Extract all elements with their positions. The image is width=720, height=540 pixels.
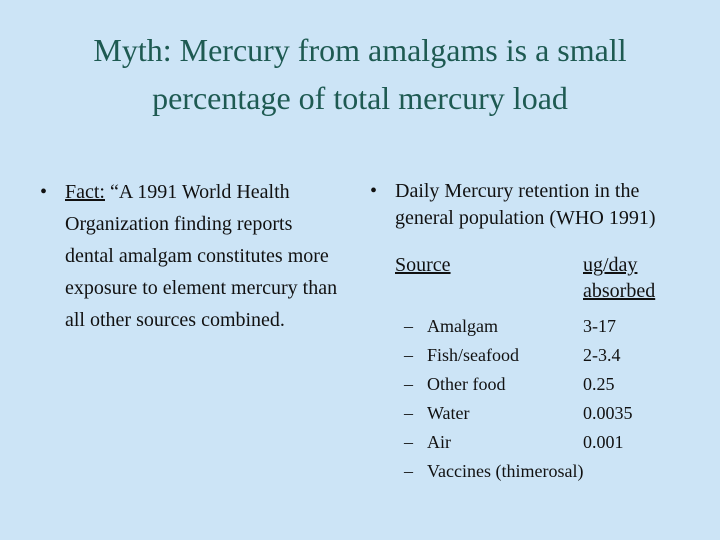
column-header-unit: ug/day absorbed: [583, 254, 656, 302]
table-row: [370, 370, 690, 399]
row-value: 0.25: [583, 374, 615, 394]
row-dash: –: [404, 345, 413, 365]
fact-text: “A 1991 World Health Organization finding reports dental amalgam constitutes more exposure to element mercury than all other sources combined.: [65, 181, 338, 331]
row-dash: –: [404, 432, 413, 452]
retention-table: [370, 312, 690, 486]
row-source: Vaccines (thimerosal): [427, 461, 584, 481]
row-value: 0.0035: [583, 403, 633, 423]
table-row: [370, 399, 690, 428]
table-row: [370, 457, 690, 486]
title-line-2: percentage of total mercury load: [152, 80, 568, 116]
row-dash: –: [404, 316, 413, 336]
row-source: Water: [427, 403, 470, 423]
row-value: 2-3.4: [583, 345, 621, 365]
row-dash: –: [404, 461, 413, 481]
row-dash: –: [404, 403, 413, 423]
row-source: Fish/seafood: [427, 345, 519, 365]
table-row: [370, 341, 690, 370]
row-dash: –: [404, 374, 413, 394]
title-line-1: Myth: Mercury from amalgams is a small: [93, 32, 627, 68]
bullet-marker: •: [370, 180, 378, 202]
row-value: 3-17: [583, 316, 616, 336]
fact-label: Fact:: [65, 181, 105, 203]
retention-bullet: [370, 178, 690, 486]
row-source: Air: [427, 432, 451, 452]
bullet-marker: •: [40, 181, 48, 203]
fact-text-block: [65, 176, 340, 336]
fact-bullet: [40, 176, 340, 336]
table-row: [370, 428, 690, 457]
retention-heading: Daily Mercury retention in the general population (WHO 1991): [395, 180, 656, 229]
row-value: 0.001: [583, 432, 624, 452]
row-source: Amalgam: [427, 316, 498, 336]
table-row: [370, 312, 690, 341]
table-header: [370, 252, 690, 312]
slide-title: [20, 26, 700, 122]
column-header-source: Source: [395, 254, 451, 276]
row-source: Other food: [427, 374, 506, 394]
